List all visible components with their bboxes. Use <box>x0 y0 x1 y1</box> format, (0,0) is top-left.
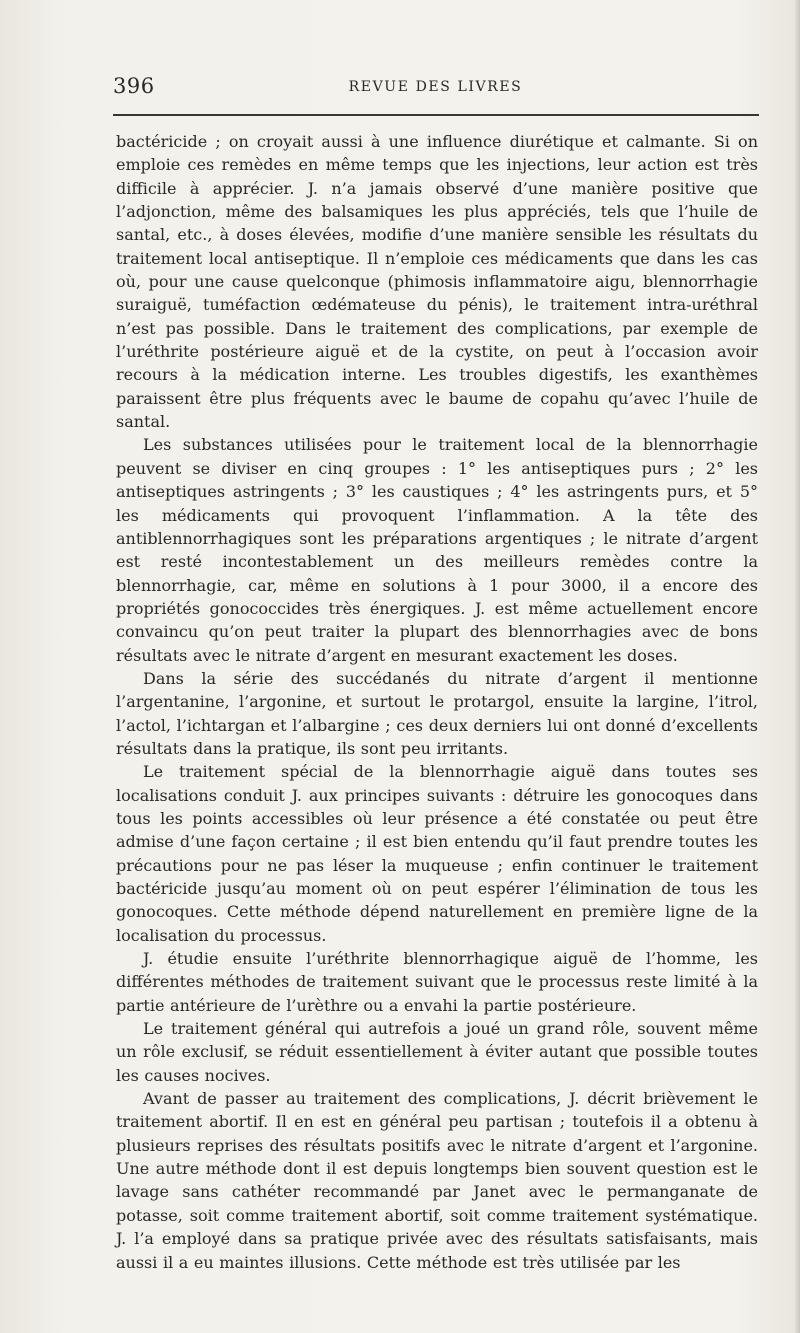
paragraph: Avant de passer au traitement des complications, J. décrit brièvement le traitement abortif. Il en est en général peu partisan ; toutefois il a obtenu à plusieurs reprises des résultats positifs avec le nitrate d’argent et l’argonine. Une autre méthode dont il est depuis longtemps bien souvent question est le lavage sans cathéter recommandé par Janet avec le permanganate de potasse, soit comme traitement abortif, soit comme traitement systématique. J. l’a employé dans sa pratique privée avec des résultats satisfaisants, mais aussi il a eu maintes illusions. Cette méthode est très utilisée par les <box>116 1089 758 1272</box>
page-edge-shadow <box>794 0 800 1333</box>
paragraph: Le traitement spécial de la blennorrhagie aiguë dans toutes ses localisations conduit J. aux principes suivants : détruire les gonocoques dans tous les points accessibles où leur présence a été constatée ou peut être admise d’une façon certaine ; il est bien entendu qu’il faut prendre toutes les précautions pour ne pas léser la muqueuse ; enfin continuer le traitement bactéricide jusqu’au moment où on peut espérer l’élimination de tous les gonocoques. Cette méthode dépend naturellement en première ligne de la localisation du processus. <box>116 762 758 945</box>
page-number: 396 <box>113 74 155 98</box>
paragraph: Le traitement général qui autrefois a joué un grand rôle, souvent même un rôle exclusif, se réduit essentiellement à éviter autant que possible toutes les causes nocives. <box>116 1019 758 1085</box>
paragraph: Les substances utilisées pour le traitement local de la blennorrhagie peuvent se diviser en cinq groupes : 1° les antiseptiques purs ; 2° les antiseptiques astringents ; 3° les caustiques ; 4° les astringents purs, et 5° les médicaments qui provoquent l’inflammation. A la tête des antiblennorrhagiques sont les préparations argentiques ; le nitrate d’argent est resté incontestablement un des meilleurs remèdes contre la blennorrhagie, car, même en solutions à 1 pour 3000, il a encore des propriétés gonococcides très énergiques. J. est même actuellement encore convaincu qu’on peut traiter la plupart des blennorrhagies avec de bons résultats avec le nitrate d’argent en mesurant exactement les doses. <box>116 435 758 665</box>
paragraph: Dans la série des succédanés du nitrate d’argent il mentionne l’argentanine, l’argonine, et surtout le protargol, ensuite la largine, l’itrol, l’actol, l’ichtargan et l’albargine ; ces deux derniers lui ont donné d’excellents résultats dans la pratique, ils sont peu irritants. <box>116 668 758 758</box>
body-text <box>116 130 758 1274</box>
paragraph: J. étudie ensuite l’uréthrite blennorrhagique aiguë de l’homme, les différentes méthodes de traitement suivant que le processus reste limité à la partie antérieure de l’urèthre ou a envahi la partie postérieure. <box>116 949 758 1015</box>
paragraph: bactéricide ; on croyait aussi à une influence diurétique et calmante. Si on emploie ces remèdes en même temps que les injections, leur action est très difficile à apprécier. J. n’a jamais observé d’une manière positive que l’adjonction, même des balsamiques les plus appréciés, tels que l’huile de santal, etc., à doses élevées, modifie d’une manière sensible les résultats du traitement local antiseptique. Il n’emploie ces médicaments que dans les cas où, pour une cause quelconque (phimosis inflammatoire aigu, blennorrhagie suraiguë, tuméfaction œdémateuse du pénis), le traitement intra-uréthral n’est pas possible. Dans le traitement des complications, par exemple de l’uréthrite postérieure aiguë et de la cystite, on peut à l’occasion avoir recours à la médication interne. Les troubles digestifs, les exanthèmes paraissent être plus fréquents avec le baume de copahu qu’avec l’huile de santal. <box>116 132 758 432</box>
running-title: REVUE DES LIVRES <box>348 79 523 95</box>
header-rule <box>113 114 759 116</box>
page-header <box>113 74 758 104</box>
